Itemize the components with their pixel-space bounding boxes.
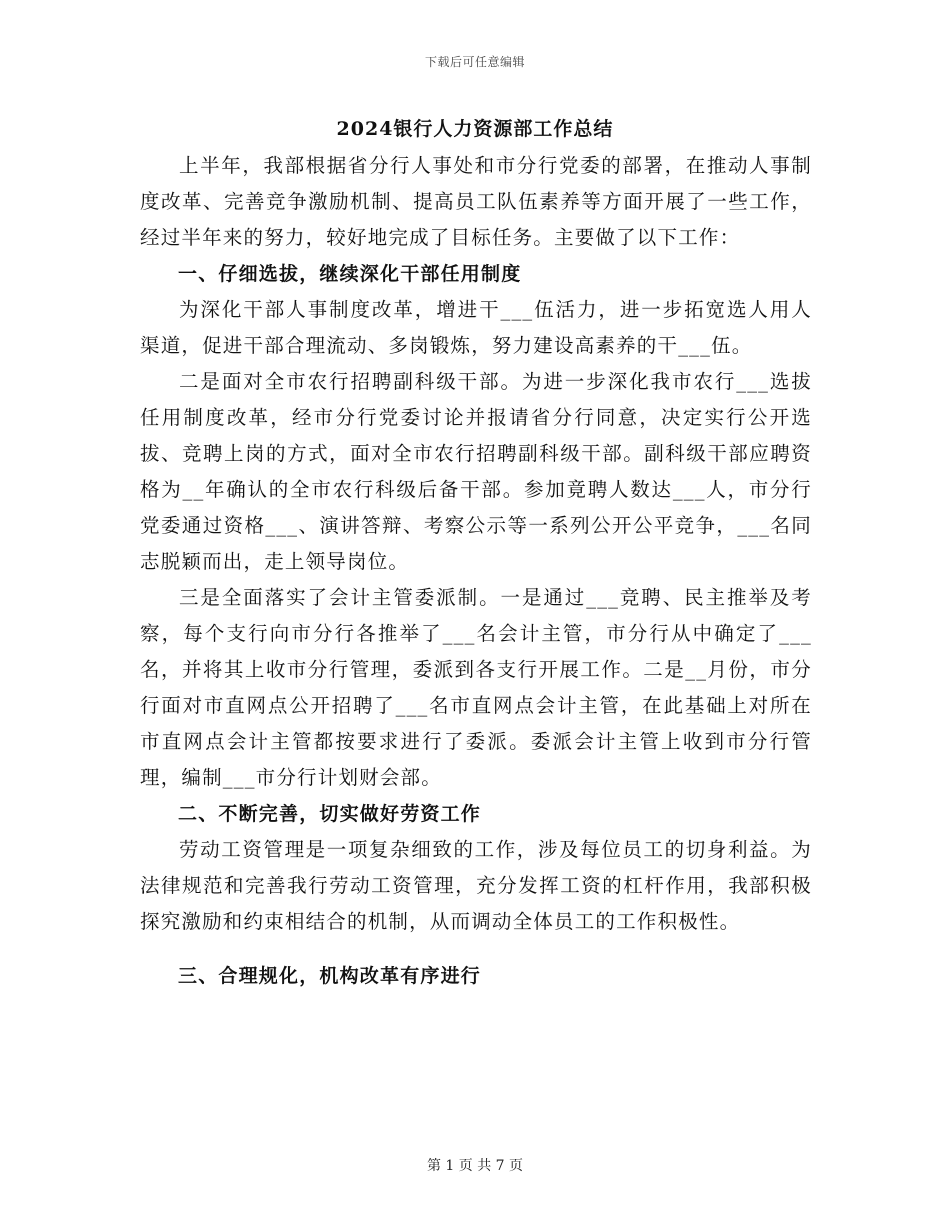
document-title: 2024银行人力资源部工作总结 bbox=[336, 118, 614, 140]
section-2-paragraph-1: 劳动工资管理是一项复杂细致的工作，涉及每位员工的切身利益。为法律规范和完善我行劳动工资管理，充分发挥工资的杠杆作用，我部积极探究激励和约束相结合的机制，从而调动全体员工的工作积极性。 bbox=[140, 838, 812, 933]
intro-paragraph: 上半年，我部根据省分行人事处和市分行党委的部署，在推动人事制度改革、完善竞争激励机制、提高员工队伍素养等方面开展了一些工作，经过半年来的努力，较好地完成了目标任务。主要做了以下工作： bbox=[140, 154, 812, 249]
section-1-heading: 一、仔细选拔，继续深化干部任用制度 bbox=[178, 263, 522, 285]
document-body bbox=[140, 148, 812, 994]
section-3-heading: 三、合理规化，机构改革有序进行 bbox=[178, 965, 482, 987]
section-1-paragraph-3: 三是全面落实了会计主管委派制。一是通过___竞聘、民主推举及考察，每个支行向市分行各推举了___名会计主管，市分行从中确定了___名，并将其上收市分行管理，委派到各支行开展工作。二是__月份，市分行面对市直网点公开招聘了___名市直网点会计主管，在此基础上对所在市直网点会计主管都按要求进行了委派。委派会计主管上收到市分行管理，编制___市分行计划财会部。 bbox=[140, 586, 812, 789]
section-2-heading: 二、不断完善，切实做好劳资工作 bbox=[178, 803, 482, 825]
header-note: 下载后可任意编辑 bbox=[424, 55, 525, 69]
section-1-paragraph-1: 为深化干部人事制度改革，增进干___伍活力，进一步拓宽选人用人渠道，促进干部合理流动、多岗锻炼，努力建设高素养的干___伍。 bbox=[140, 298, 812, 357]
section-1-paragraph-2: 二是面对全市农行招聘副科级干部。为进一步深化我市农行___选拔任用制度改革，经市分行党委讨论并报请省分行同意，决定实行公开选拔、竞聘上岗的方式，面对全市农行招聘副科级干部。副科级干部应聘资格为__年确认的全市农行科级后备干部。参加竟聘人数达___人，市分行党委通过资格___、演讲答辩、考察公示等一系列公开公平竞争，___名同志脱颖而出，走上领导岗位。 bbox=[140, 370, 812, 573]
page-footer: 第 1 页 共 7 页 bbox=[426, 1158, 524, 1174]
